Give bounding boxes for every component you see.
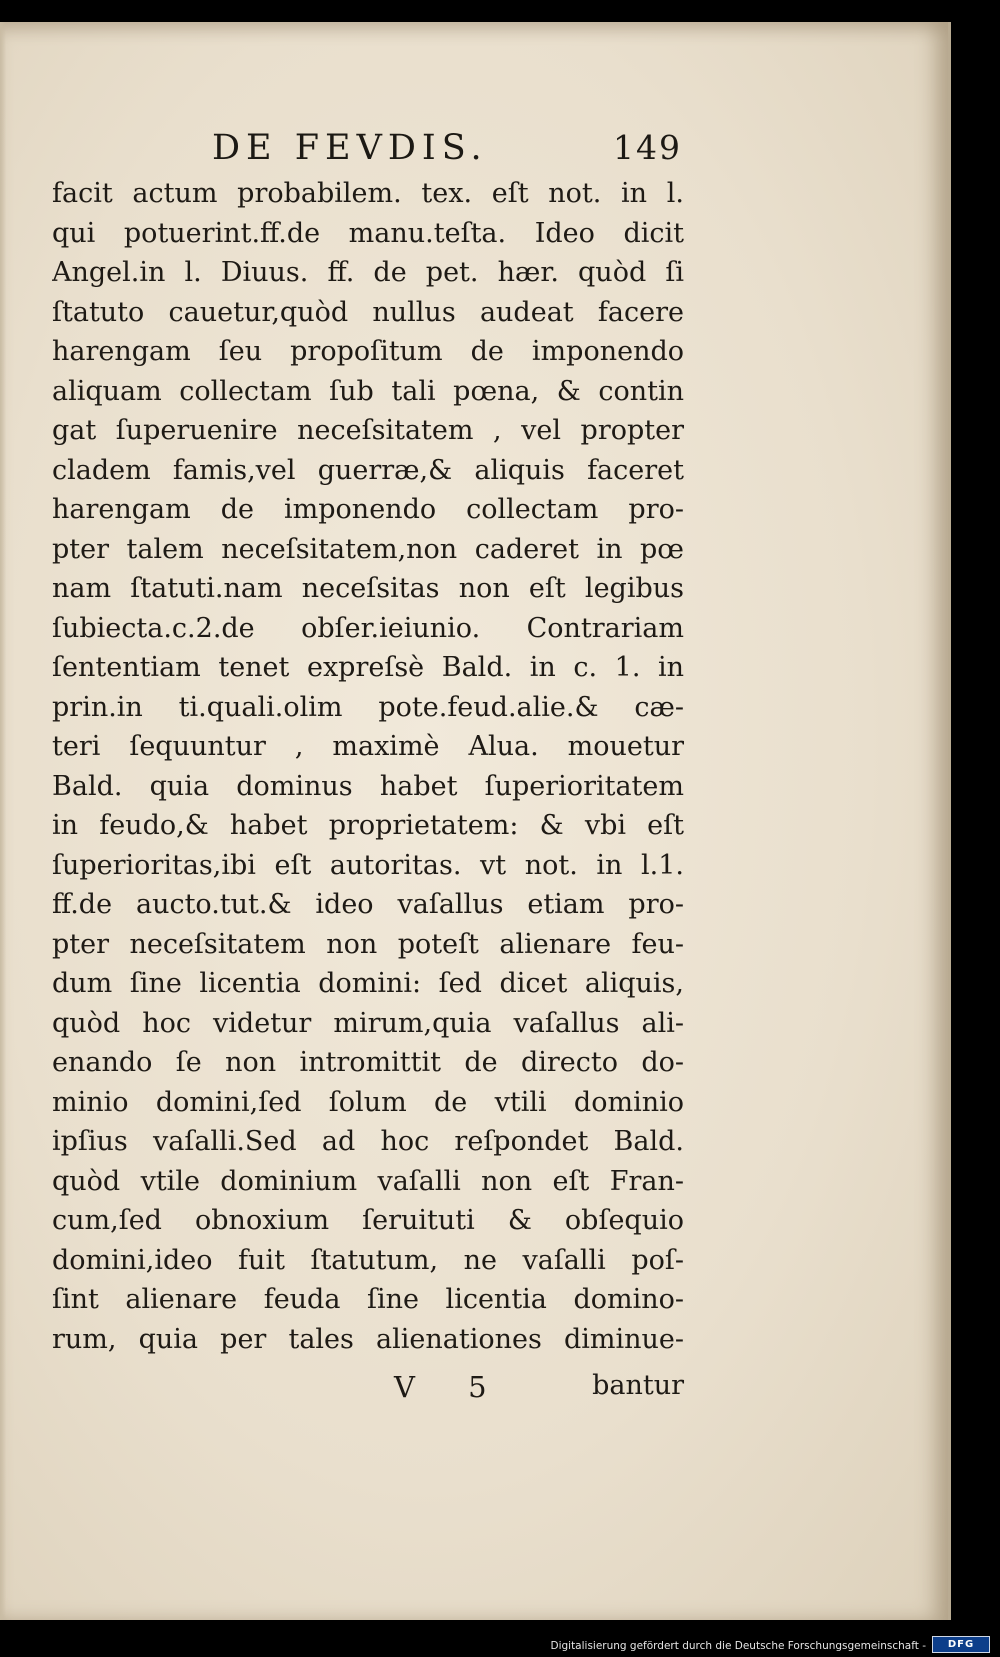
text-line: ipſius vaſalli.Sed ad hoc reſpondet Bald. <box>52 1126 684 1157</box>
text-line: Bald. quia dominus habet ſuperioritatem <box>52 770 684 802</box>
page-number: 149 <box>613 128 682 167</box>
funding-credit: Digitalisierung gefördert durch die Deutsche Forschungsgemeinschaft - <box>550 1640 926 1652</box>
text-line: gat ſuperuenire neceſsitatem , vel propter <box>52 415 684 446</box>
text-line: quòd vtile dominium vaſalli non eſt Fran- <box>52 1165 684 1197</box>
text-line: ſint alienare feuda ſine licentia domino- <box>52 1284 684 1315</box>
running-head <box>50 128 682 174</box>
text-line: harengam ſeu propoſitum de imponendo <box>52 336 684 367</box>
text-line: qui potuerint.ff.de manu.teſta. Ideo dicit <box>52 217 684 249</box>
text-line: ſtatuto cauetur,quòd nullus audeat facere <box>52 296 684 328</box>
text-line: in feudo,& habet proprietatem: & vbi eſt <box>52 810 684 841</box>
page-edge-shadow <box>0 22 6 1620</box>
text-line: aliquam collectam ſub tali pœna, & contin <box>52 375 684 407</box>
text-line: dum ſine licentia domini: ſed dicet aliquis, <box>52 968 684 999</box>
text-line: pter talem neceſsitatem,non caderet in pœ <box>52 533 684 565</box>
text-line: ſententiam tenet expreſsè Bald. in c. 1. in <box>52 652 684 683</box>
text-line: ſubiecta.c.2.de obſer.ieiunio. Contrariam <box>52 612 684 644</box>
text-line: cladem famis,vel guerræ,& aliquis faceret <box>52 454 684 486</box>
text-line: prin.in ti.quali.olim pote.feud.alie.& cæ- <box>52 691 684 723</box>
text-line: teri ſequuntur , maximè Alua. mouetur <box>52 731 684 762</box>
text-line: cum,ſed obnoxium ſeruituti & obſequio <box>52 1205 684 1236</box>
text-line: domini,ideo fuit ſtatutum, ne vaſalli poſ- <box>52 1244 684 1276</box>
text-line: enando ſe non intromittit de directo do- <box>52 1047 684 1078</box>
signature-mark: V 5 <box>394 1370 509 1404</box>
catchword: bantur <box>592 1370 684 1401</box>
text-line: nam ſtatuti.nam neceſsitas non eſt legibus <box>52 573 684 604</box>
text-line: Angel.in l. Diuus. ff. de pet. hær. quòd ſi <box>52 257 684 288</box>
body-text <box>52 174 684 1359</box>
text-line: facit actum probabilem. tex. eſt not. in l. <box>52 178 684 209</box>
text-line: quòd hoc videtur mirum,quia vaſallus ali- <box>52 1007 684 1039</box>
catchline <box>52 1370 684 1410</box>
text-line: ſuperioritas,ibi eſt autoritas. vt not. in l.1. <box>52 849 684 881</box>
footer-band <box>0 1633 1000 1657</box>
text-line: pter neceſsitatem non poteſt alienare feu- <box>52 928 684 960</box>
dfg-logo: DFG <box>932 1636 990 1653</box>
text-line: minio domini,ſed ſolum de vtili dominio <box>52 1086 684 1118</box>
running-title: DE FEVDIS. <box>212 128 488 168</box>
text-line: ff.de aucto.tut.& ideo vaſallus etiam pro- <box>52 889 684 920</box>
text-line: rum, quia per tales alienationes diminue- <box>52 1323 684 1355</box>
text-line: harengam de imponendo collectam pro- <box>52 494 684 525</box>
